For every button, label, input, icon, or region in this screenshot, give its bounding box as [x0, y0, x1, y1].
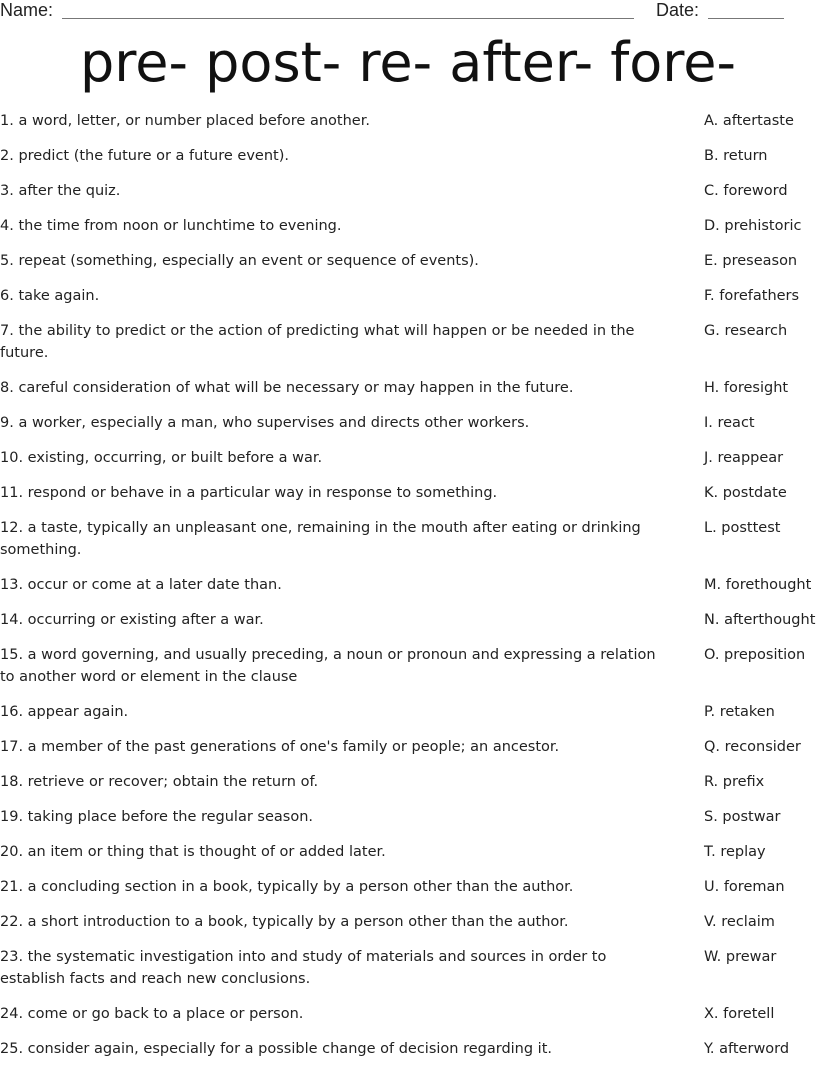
- name-label: Name:: [0, 0, 54, 20]
- clue-text: 7. the ability to predict or the action of predicting what will happen or be needed in the future.: [0, 323, 635, 361]
- matching-row: [0, 771, 816, 806]
- matching-row: [0, 946, 816, 1003]
- matching-list: [0, 110, 816, 1073]
- answer-option: S. postwar: [704, 809, 781, 825]
- answer-option: K. postdate: [704, 485, 787, 501]
- name-blank-line[interactable]: [62, 18, 634, 19]
- clue-text: 18. retrieve or recover; obtain the return of.: [0, 774, 319, 790]
- clue-text: 8. careful consideration of what will be necessary or may happen in the future.: [0, 380, 574, 396]
- clue-text: 19. taking place before the regular season.: [0, 809, 313, 825]
- matching-row: [0, 320, 816, 377]
- clue-text: 15. a word governing, and usually preceding, a noun or pronoun and expressing a relation to another word or element in the clause: [0, 647, 656, 685]
- matching-row: [0, 180, 816, 215]
- header: [0, 0, 816, 26]
- answer-option: I. react: [704, 415, 755, 431]
- matching-row: [0, 110, 816, 145]
- clue-text: 10. existing, occurring, or built before a war.: [0, 450, 323, 466]
- clue-text: 22. a short introduction to a book, typically by a person other than the author.: [0, 914, 569, 930]
- date-blank-line[interactable]: [708, 18, 784, 19]
- clue-text: 5. repeat (something, especially an event or sequence of events).: [0, 253, 479, 269]
- clue-text: 17. a member of the past generations of one's family or people; an ancestor.: [0, 739, 560, 755]
- matching-row: [0, 285, 816, 320]
- answer-option: U. foreman: [704, 879, 785, 895]
- answer-option: W. prewar: [704, 949, 777, 965]
- clue-text: 2. predict (the future or a future event).: [0, 148, 289, 164]
- clue-text: 1. a word, letter, or number placed before another.: [0, 113, 370, 129]
- matching-row: [0, 482, 816, 517]
- clue-text: 21. a concluding section in a book, typically by a person other than the author.: [0, 879, 574, 895]
- answer-option: F. forefathers: [704, 288, 800, 304]
- answer-option: M. forethought: [704, 577, 812, 593]
- answer-option: A. aftertaste: [704, 113, 794, 129]
- matching-row: [0, 377, 816, 412]
- matching-row: [0, 841, 816, 876]
- answer-option: N. afterthought: [704, 612, 816, 628]
- answer-option: G. research: [704, 323, 788, 339]
- answer-option: O. preposition: [704, 647, 806, 663]
- matching-row: [0, 736, 816, 771]
- matching-row: [0, 644, 816, 701]
- matching-row: [0, 412, 816, 447]
- clue-text: 6. take again.: [0, 288, 100, 304]
- matching-row: [0, 806, 816, 841]
- answer-option: H. foresight: [704, 380, 789, 396]
- answer-option: V. reclaim: [704, 914, 775, 930]
- matching-row: [0, 574, 816, 609]
- matching-row: [0, 145, 816, 180]
- matching-row: [0, 876, 816, 911]
- answer-option: C. foreword: [704, 183, 788, 199]
- clue-text: 3. after the quiz.: [0, 183, 121, 199]
- clue-text: 12. a taste, typically an unpleasant one, remaining in the mouth after eating or drinking something.: [0, 520, 641, 558]
- clue-text: 13. occur or come at a later date than.: [0, 577, 282, 593]
- clue-text: 14. occurring or existing after a war.: [0, 612, 264, 628]
- matching-row: [0, 911, 816, 946]
- matching-row: [0, 215, 816, 250]
- answer-option: E. preseason: [704, 253, 798, 269]
- clue-text: 9. a worker, especially a man, who supervises and directs other workers.: [0, 415, 530, 431]
- answer-option: Q. reconsider: [704, 739, 801, 755]
- answer-option: Y. afterword: [704, 1041, 790, 1057]
- clue-text: 25. consider again, especially for a possible change of decision regarding it.: [0, 1041, 552, 1057]
- date-label: Date:: [656, 0, 700, 20]
- answer-option: P. retaken: [704, 704, 775, 720]
- matching-row: [0, 701, 816, 736]
- answer-option: D. prehistoric: [704, 218, 802, 234]
- matching-row: [0, 517, 816, 574]
- worksheet-title: pre- post- re- after- fore-: [79, 31, 737, 94]
- answer-option: L. posttest: [704, 520, 781, 536]
- answer-option: X. foretell: [704, 1006, 775, 1022]
- answer-option: T. replay: [704, 844, 766, 860]
- matching-row: [0, 447, 816, 482]
- matching-row: [0, 1003, 816, 1038]
- matching-row: [0, 250, 816, 285]
- answer-option: R. prefix: [704, 774, 765, 790]
- clue-text: 20. an item or thing that is thought of or added later.: [0, 844, 386, 860]
- answer-option: J. reappear: [704, 450, 784, 466]
- matching-row: [0, 609, 816, 644]
- clue-text: 4. the time from noon or lunchtime to evening.: [0, 218, 342, 234]
- clue-text: 23. the systematic investigation into and study of materials and sources in order to establish facts and reach new conclusions.: [0, 949, 607, 987]
- clue-text: 11. respond or behave in a particular way in response to something.: [0, 485, 498, 501]
- answer-option: B. return: [704, 148, 768, 164]
- clue-text: 16. appear again.: [0, 704, 129, 720]
- clue-text: 24. come or go back to a place or person.: [0, 1006, 304, 1022]
